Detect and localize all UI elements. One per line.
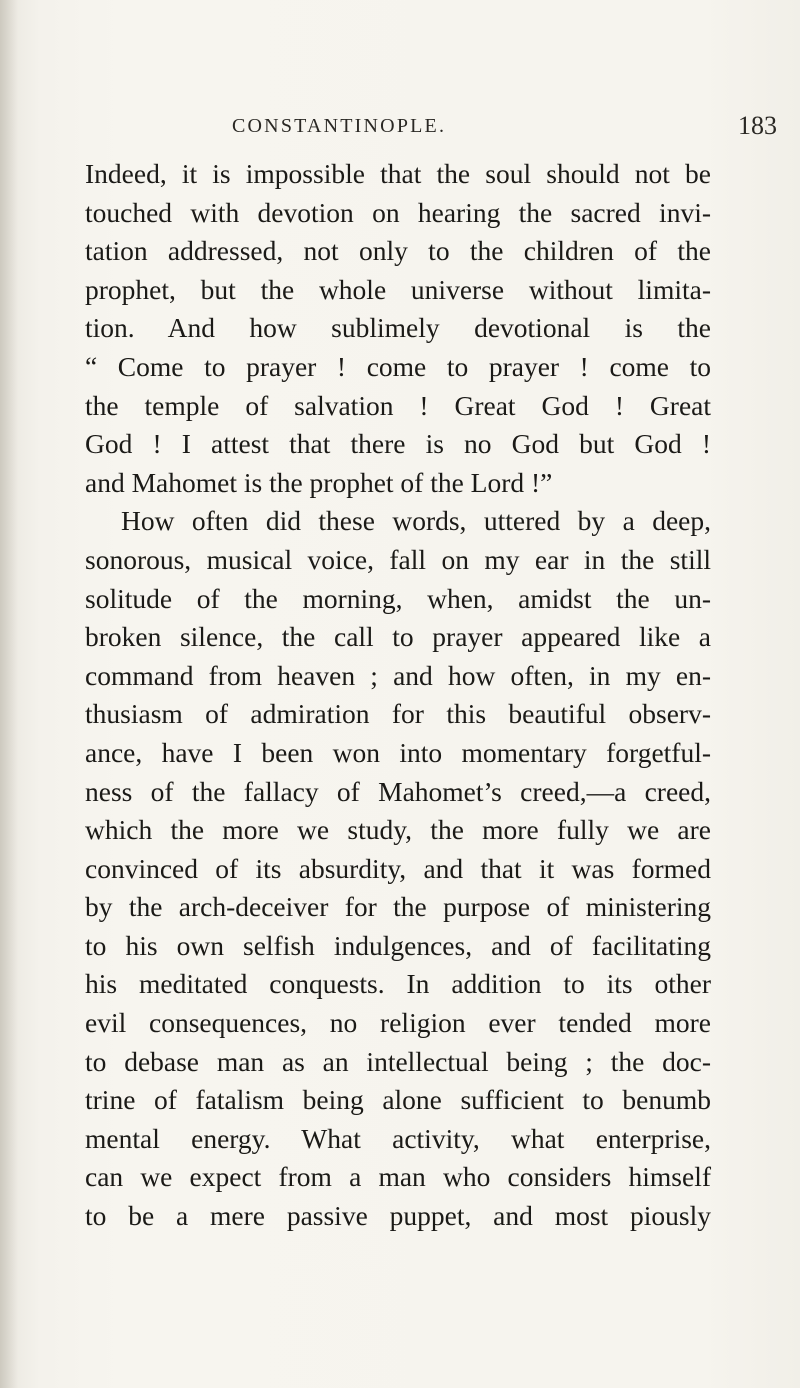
- text-line: sonorous, musical voice, fall on my ear in the still: [85, 543, 711, 575]
- text-line: command from heaven ; and how often, in my en-: [85, 659, 711, 691]
- text-line: tation addressed, not only to the children of the: [85, 235, 711, 267]
- running-title: CONSTANTINOPLE.: [232, 115, 447, 137]
- body-text: [85, 155, 711, 1236]
- text-line: ance, have I been won into momentary forgetful-: [85, 736, 711, 768]
- page-number: 183: [738, 111, 777, 140]
- running-head: [0, 111, 800, 145]
- text-line: ness of the fallacy of Mahomet’s creed,—a creed,: [85, 775, 711, 807]
- text-line: evil consequences, no religion ever tended more: [85, 1007, 711, 1039]
- text-line: tion. And how sublimely devotional is the: [85, 312, 711, 344]
- text-line: convinced of its absurdity, and that it was formed: [85, 852, 711, 884]
- text-line: broken silence, the call to prayer appeared like a: [85, 621, 711, 653]
- text-line: which the more we study, the more fully we are: [85, 814, 711, 846]
- gutter-shadow: [0, 0, 18, 1388]
- text-line: Indeed, it is impossible that the soul should not be: [85, 158, 711, 189]
- text-line: by the arch-deceiver for the purpose of ministering: [85, 891, 711, 923]
- text-line: God ! I attest that there is no God but God !: [85, 428, 711, 460]
- text-line: the temple of salvation ! Great God ! Great: [85, 389, 711, 421]
- text-line: can we expect from a man who considers himself: [85, 1161, 711, 1193]
- text-line: solitude of the morning, when, amidst the un-: [85, 582, 711, 614]
- text-line: mental energy. What activity, what enterprise,: [85, 1122, 711, 1154]
- text-line: “ Come to prayer ! come to prayer ! come to: [85, 350, 711, 382]
- text-line: to his own selfish indulgences, and of facilitating: [85, 929, 711, 961]
- text-line: to be a mere passive puppet, and most piously: [85, 1200, 711, 1232]
- text-line: to debase man as an intellectual being ; the doc-: [85, 1045, 711, 1077]
- text-line: touched with devotion on hearing the sacred invi-: [85, 196, 711, 228]
- text-line: and Mahomet is the prophet of the Lord !”: [85, 466, 553, 498]
- text-line: thusiasm of admiration for this beautiful observ-: [85, 698, 711, 730]
- text-line: his meditated conquests. In addition to its other: [85, 968, 711, 1000]
- text-line: prophet, but the whole universe without limita-: [85, 273, 711, 305]
- text-line: trine of fatalism being alone sufficient to benumb: [85, 1084, 711, 1116]
- text-line: How often did these words, uttered by a deep,: [121, 505, 711, 537]
